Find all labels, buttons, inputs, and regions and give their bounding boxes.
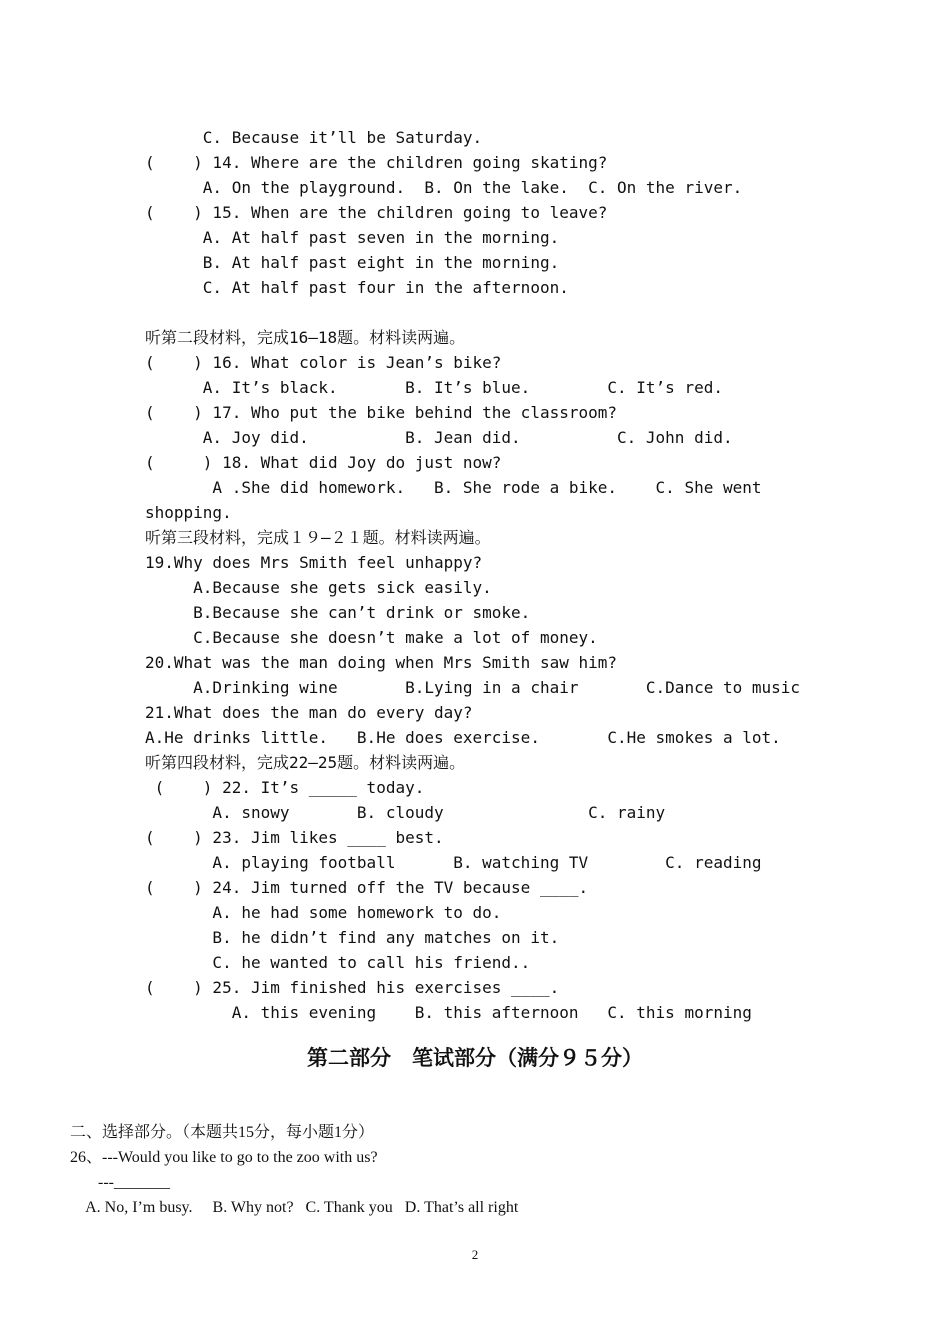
options-14: A. On the playground. B. On the lake. C. On the river. xyxy=(145,178,743,197)
section-heading-4: 听第四段材料，完成22—25题。材料读两遍。 xyxy=(145,753,466,772)
question-21: 21.What does the man do every day? xyxy=(145,703,473,722)
question-18: ( ) 18. What did Joy do just now? xyxy=(145,453,502,472)
text-line: C. Because it’ll be Saturday. xyxy=(145,128,483,147)
written-section-heading: 二、选择部分。（本题共15分，每小题1分） xyxy=(70,1124,375,1141)
question-15: ( ) 15. When are the children going to leave? xyxy=(145,203,608,222)
option-19a: A.Because she gets sick easily. xyxy=(145,578,492,597)
options-21: A.He drinks little. B.He does exercise. C.He smokes a lot. xyxy=(145,728,781,747)
options-23: A. playing football B. watching TV C. reading xyxy=(145,853,762,872)
option-24b: B. he didn’t find any matches on it. xyxy=(145,928,560,947)
options-22: A. snowy B. cloudy C. rainy xyxy=(145,803,666,822)
options-20: A.Drinking wine B.Lying in a chair C.Dance to music xyxy=(145,678,801,697)
option-15c: C. At half past four in the afternoon. xyxy=(145,278,569,297)
question-14: ( ) 14. Where are the children going skating? xyxy=(145,153,608,172)
answer-blank-26: ---_______ xyxy=(70,1174,170,1191)
question-24: ( ) 24. Jim turned off the TV because ____. xyxy=(145,878,589,897)
options-17: A. Joy did. B. Jean did. C. John did. xyxy=(145,428,733,447)
option-24a: A. he had some homework to do. xyxy=(145,903,502,922)
options-16: A. It’s black. B. It’s blue. C. It’s red. xyxy=(145,378,723,397)
question-26: 26、---Would you like to go to the zoo with us? xyxy=(70,1149,378,1166)
question-19: 19.Why does Mrs Smith feel unhappy? xyxy=(145,553,483,572)
option-19c: C.Because she doesn’t make a lot of money. xyxy=(145,628,598,647)
options-25: A. this evening B. this afternoon C. this morning xyxy=(145,1003,752,1022)
page-number: 2 xyxy=(471,1247,479,1262)
options-18-wrap: shopping. xyxy=(145,503,232,522)
question-25: ( ) 25. Jim finished his exercises ____. xyxy=(145,978,560,997)
question-16: ( ) 16. What color is Jean’s bike? xyxy=(145,353,502,372)
question-17: ( ) 17. Who put the bike behind the classroom? xyxy=(145,403,618,422)
section-title: 第二部分 笔试部分（满分９５分） xyxy=(307,1046,643,1070)
section-heading-3: 听第三段材料，完成１９—２１题。材料读两遍。 xyxy=(145,528,491,547)
option-19b: B.Because she can’t drink or smoke. xyxy=(145,603,531,622)
question-23: ( ) 23. Jim likes ____ best. xyxy=(145,828,444,847)
section-heading-2: 听第二段材料，完成16—18题。材料读两遍。 xyxy=(145,328,466,347)
options-18: A .She did homework. B. She rode a bike. C. She went xyxy=(145,478,762,497)
question-20: 20.What was the man doing when Mrs Smith saw him? xyxy=(145,653,618,672)
option-15b: B. At half past eight in the morning. xyxy=(145,253,560,272)
options-26: A. No, I’m busy. B. Why not? C. Thank you D. That’s all right xyxy=(70,1199,519,1216)
question-22: ( ) 22. It’s _____ today. xyxy=(145,778,425,797)
option-24c: C. he wanted to call his friend.. xyxy=(145,953,531,972)
option-15a: A. At half past seven in the morning. xyxy=(145,228,560,247)
